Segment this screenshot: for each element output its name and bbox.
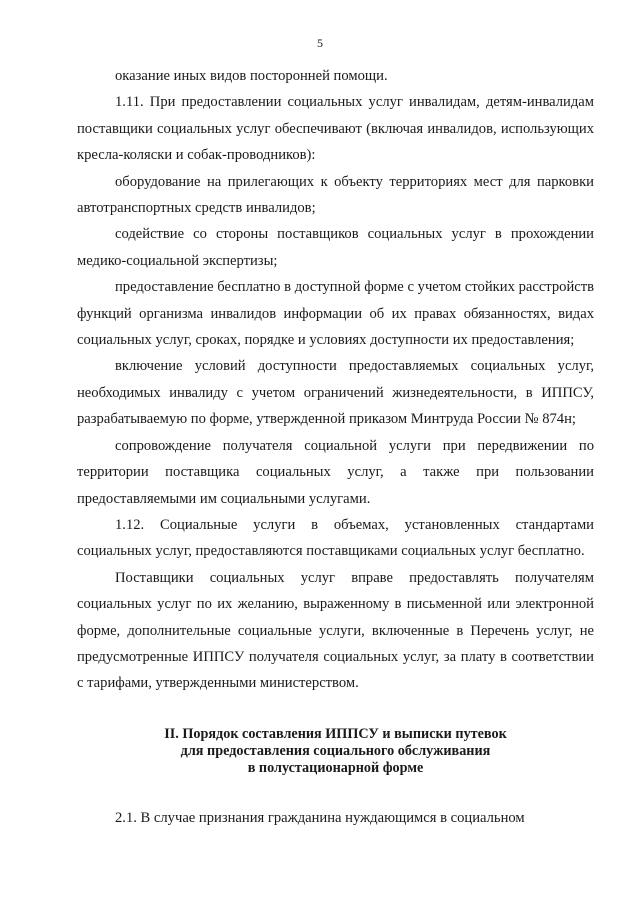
section-heading-line: в полустационарной форме [247,759,424,776]
paragraph: 1.11. При предоставлении социальных услуг инвалидам, детям-инвалидам поставщики социальных услуг обеспечивают (включая инвалидов, использующих кресла-коляски и собак-проводников): [77,94,594,164]
paragraph: сопровождение получателя социальной услуги при передвижении по территории поставщика социальных услуг, а также при пользовании предоставляемыми им социальными услугами. [77,437,594,507]
paragraph: 2.1. В случае признания гражданина нуждающимся в социальном [115,809,525,826]
section-heading-line: для предоставления социального обслуживания [180,742,491,759]
paragraph: содействие со стороны поставщиков социальных услуг в прохождении медико-социальной экспертизы; [77,226,594,269]
document-body [77,63,594,831]
section-heading [77,726,594,777]
paragraph: предоставление бесплатно в доступной форме с учетом стойких расстройств функций организма инвалидов информации об их правах обязанностях, видах социальных услуг, сроках, порядке и условиях доступности их предоставления; [77,279,594,349]
paragraph: 1.12. Социальные услуги в объемах, установленных стандартами социальных услуг, предоставляются поставщиками социальных услуг бесплатно. [77,516,594,560]
paragraph: Поставщики социальных услуг вправе предоставлять получателям социальных услуг по их желанию, выраженному в письменной или электронной форме, дополнительные социальные услуги, включенные в Перечень услуг, не предусмотренные ИППСУ получателя социальных услуг, за плату в соответствии с тарифами, утвержденными министерством. [77,569,594,692]
section-heading-line: II. Порядок составления ИППСУ и выписки путевок [164,725,507,742]
paragraph: оборудование на прилегающих к объекту территориях мест для парковки автотранспортных средств инвалидов; [77,173,594,217]
paragraph: включение условий доступности предоставляемых социальных услуг, необходимых инвалиду с учетом ограничений жизнедеятельности, в ИППСУ, разрабатываемую по форме, утвержденной приказом Минтруда России № 874н; [77,358,594,428]
paragraph: оказание иных видов посторонней помощи. [115,68,388,84]
page-number: 5 [317,36,323,50]
